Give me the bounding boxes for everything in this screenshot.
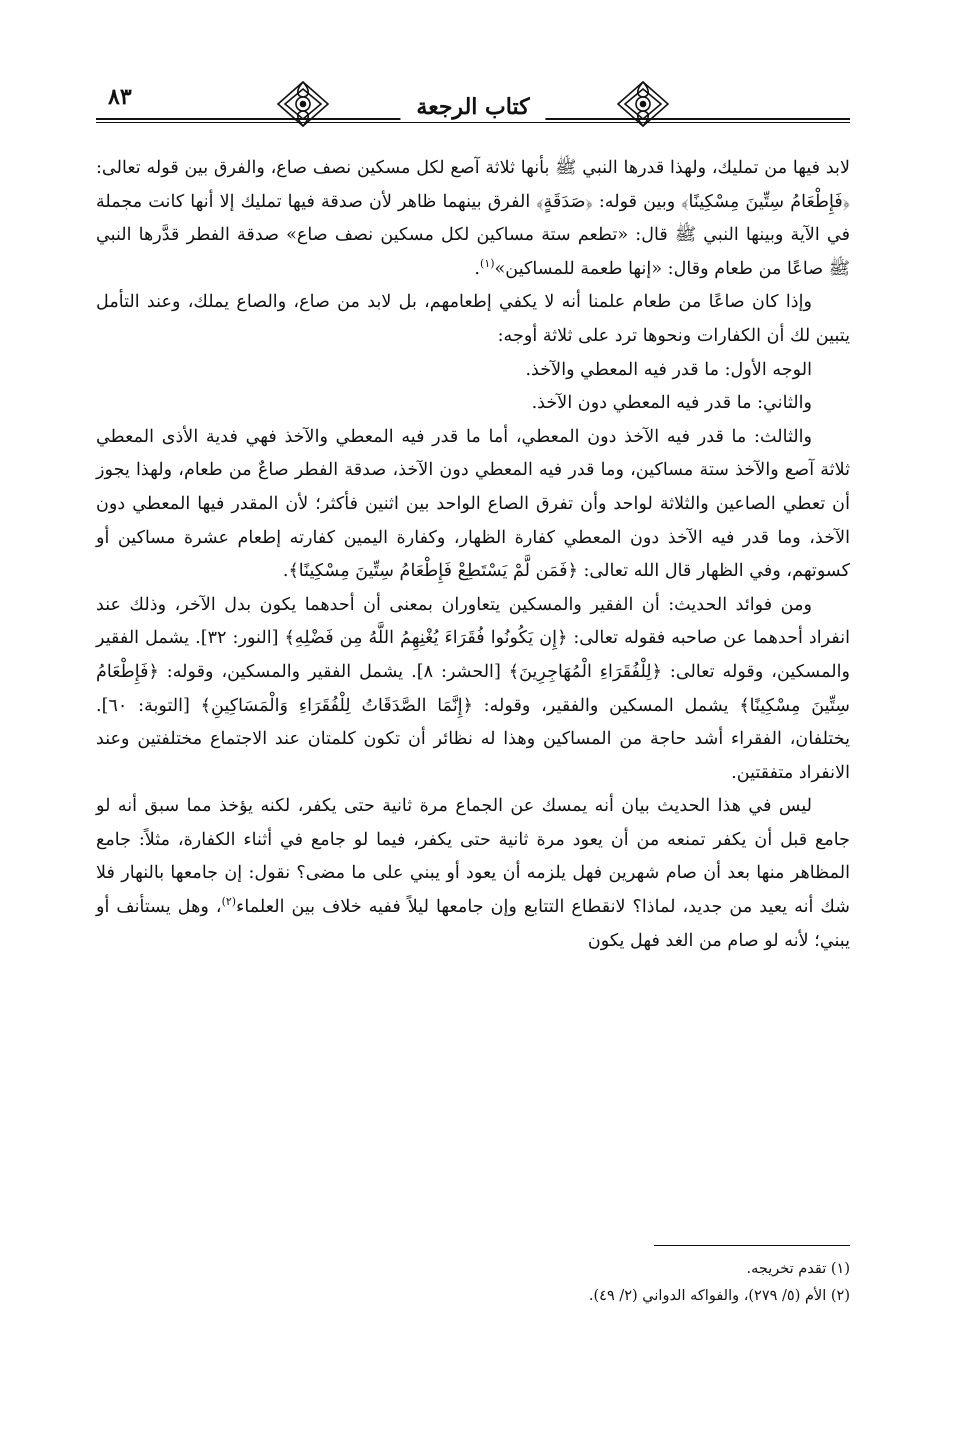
footnote-1: (١) تقدم تخريجه. <box>746 1261 850 1277</box>
footnotes <box>96 1256 850 1310</box>
footnote-2: (٢) الأم (٥/ ٢٧٩)، والفواكه الدواني (٢/ ٤٩). <box>588 1288 850 1304</box>
paragraph-2: وإذا كان صاعًا من طعام علمنا أنه لا يكفي إطعامهم، بل لابد من صاع، والصاع يملك، وعند التأمل يتبين لك أن الكفارات ونحوها ترد على ثلاثة أوجه: <box>96 292 850 346</box>
footnote-ref-1[interactable]: (١) <box>480 256 495 270</box>
book-page <box>96 78 850 1418</box>
ornament-right-icon <box>614 78 672 130</box>
footnote-separator <box>654 1245 850 1246</box>
paragraph-7: ليس في هذا الحديث بيان أنه يمسك عن الجماع مرة ثانية حتى يكفر، لكنه يؤخذ مما سبق أنه لو جامع قبل أن يكفر تمنعه من أن يعود مرة ثانية حتى يكفر، فيما لو جامع في أثناء الكفارة، مثلاً: جامع المظاهر منها بعد أن صام شهرين فهل يلزمه أن يعود أو يبني على ما مضى؟ نقول: إن جامعها بالنهار فلا شك أنه يعيد من جديد، لماذا؟ لانقطاع التتابع وإن جامعها ليلاً ففيه خلاف بين العلماء$^{(٢)}$، وهل يستأنف أو يبني؛ لأنه لو صام من الغد فهل يكون <box>96 796 851 951</box>
running-title: كتاب الرجعة <box>400 94 545 120</box>
ornament-left-icon <box>274 78 332 130</box>
paragraph-5: والثالث: ما قدر فيه الآخذ دون المعطي، أما ما قدر فيه المعطي والآخذ فهي فدية الأذى المعطي ثلاثة آصع والآخذ ستة مساكين، وما قدر فيه المعطي دون الآخذ، صدقة الفطر صاعٌ من طعام، ولهذا يجوز أن تعطي الصاعين والثلاثة لواحد وأن تفرق الصاع الواحد بين اثنين فأكثر؛ لأن المقدر فيها المعطي دون الآخذ، وما قدر فيه الآخذ دون المعطي كفارة الظهار، وكفارة اليمين كفارته إطعام عشرة مساكين أو كسوتهم، وفي الظهار قال الله تعالى: ﴿فَمَن لَّمْ يَسْتَطِعْ فَإِطْعَامُ سِتِّينَ مِسْكِينًا﴾. <box>96 426 850 582</box>
paragraph-4: والثاني: ما قدر فيه المعطي دون الآخذ. <box>531 393 812 414</box>
main-text <box>96 152 850 958</box>
footnote-ref-2[interactable]: (٢) <box>221 895 237 909</box>
paragraph-1: لابد فيها من تمليك، ولهذا قدرها النبي ﷺ بأنها ثلاثة آصع لكل مسكين نصف صاع، والفرق بين قوله تعالى: ﴿فَإِطْعَامُ سِتِّينَ مِسْكِينًا﴾ وبين قوله: ﴿صَدَقَةٍ﴾ الفرق بينهما ظاهر لأن صدقة فيها تمليك إلا أنها كانت مجملة في الآية وبينها النبي ﷺ قال: «تطعم ستة مساكين لكل مسكين نصف صاع» صدقة الفطر قدَّرها النبي ﷺ صاعًا من طعام وقال: «إنها طعمة للمساكين»$^{(١)}$. <box>96 158 850 279</box>
paragraph-6: ومن فوائد الحديث: أن الفقير والمسكين يتعاوران بمعنى أن أحدهما يكون بدل الآخر، وذلك عند انفراد أحدهما عن صاحبه فقوله تعالى: ﴿إِن يَكُونُوا فُقَرَاءَ يُغْنِهِمُ اللَّهُ مِن فَضْلِهِ﴾ [النور: ٣٢]. يشمل الفقير والمسكين، وقوله تعالى: ﴿لِلْفُقَرَاءِ الْمُهَاجِرِينَ﴾ [الحشر: ٨]. يشمل الفقير والمسكين، وقوله: ﴿فَإِطْعَامُ سِتِّينَ مِسْكِينًا﴾ يشمل المسكين والفقير، وقوله: ﴿إِنَّمَا الصَّدَقَاتُ لِلْفُقَرَاءِ وَالْمَسَاكِينِ﴾ [التوبة: ٦٠]. يختلفان، الفقراء أشد حاجة من المساكين وهذا له نظائر أن تكون كلمتان عند الاجتماع مختلفتين وعند الانفراد متفقتين. <box>96 594 850 783</box>
paragraph-3: الوجه الأول: ما قدر فيه المعطي والآخذ. <box>525 359 812 380</box>
page-number: ٨٣ <box>108 84 132 110</box>
page-header <box>96 78 850 136</box>
